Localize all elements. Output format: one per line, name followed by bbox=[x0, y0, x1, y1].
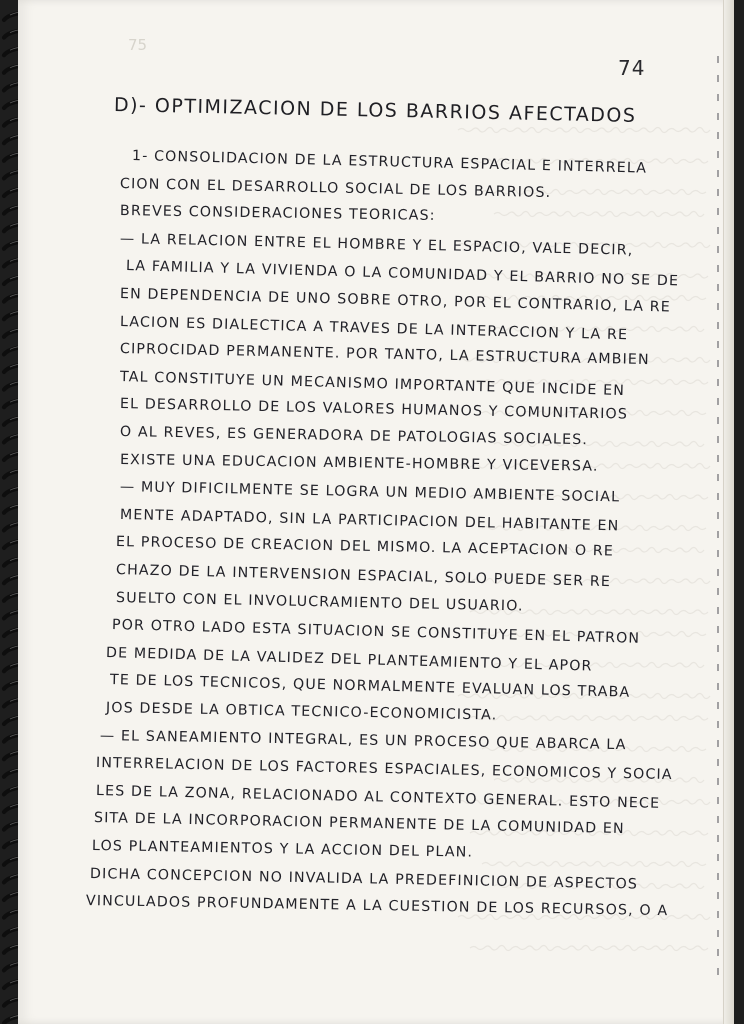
text-line: CHAZO DE LA INTERVENSION ESPACIAL, SOLO PUEDE SER RE bbox=[115, 562, 612, 591]
text-line: — EL SANEAMIENTO INTEGRAL, ES UN PROCESO QUE ABARCA LA bbox=[99, 727, 627, 753]
text-line: DICHA CONCEPCION NO INVALIDA LA PREDEFINICION DE ASPECTOS bbox=[89, 865, 639, 893]
text-line: — MUY DIFICILMENTE SE LOGRA UN MEDIO AMBIENTE SOCIAL bbox=[119, 479, 621, 506]
notebook-page bbox=[18, 0, 734, 1024]
page-number: 74 bbox=[618, 56, 646, 80]
section-title: D)- OPTIMIZACION DE LOS BARRIOS AFECTADOS bbox=[113, 94, 637, 127]
text-line: SUELTO CON EL INVOLUCRAMIENTO DEL USUARIO. bbox=[115, 589, 524, 615]
text-line: DE MEDIDA DE LA VALIDEZ DEL PLANTEAMIENTO Y EL APOR bbox=[105, 644, 593, 675]
text-line: EXISTE UNA EDUCACION AMBIENTE-HOMBRE Y VICEVERSA. bbox=[119, 451, 599, 475]
text-line: EN DEPENDENCIA DE UNO SOBRE OTRO, POR EL CONTRARIO, LA RE bbox=[119, 286, 671, 316]
handwritten-body bbox=[85, 0, 720, 1024]
text-line: — LA RELACION ENTRE EL HOMBRE Y EL ESPACIO, VALE DECIR, bbox=[119, 230, 634, 259]
text-line: O AL REVES, ES GENERADORA DE PATOLOGIAS SOCIALES. bbox=[119, 424, 589, 449]
text-line: LOS PLANTEAMIENTOS Y LA ACCION DEL PLAN. bbox=[91, 838, 474, 861]
text-line: CION CON EL DESARROLLO SOCIAL DE LOS BARRIOS. bbox=[119, 175, 552, 201]
text-line: TE DE LOS TECNICOS, QUE NORMALMENTE EVALUAN LOS TRABA bbox=[109, 672, 631, 702]
text-line: TAL CONSTITUYE UN MECANISMO IMPORTANTE QUE INCIDE EN bbox=[119, 368, 626, 399]
text-line: 1- CONSOLIDACION DE LA ESTRUCTURA ESPACIAL E INTERRELA bbox=[131, 148, 648, 177]
text-line: CIPROCIDAD PERMANENTE. POR TANTO, LA ESTRUCTURA AMBIEN bbox=[119, 341, 650, 369]
text-line: BREVES CONSIDERACIONES TEORICAS: bbox=[119, 203, 436, 225]
page-edge bbox=[723, 0, 734, 1024]
text-line: EL PROCESO DE CREACION DEL MISMO. LA ACEPTACION O RE bbox=[115, 534, 615, 560]
text-line: EL DESARROLLO DE LOS VALORES HUMANOS Y COMUNITARIOS bbox=[119, 396, 629, 424]
text-line: SITA DE LA INCORPORACION PERMANENTE DE LA COMUNIDAD EN bbox=[93, 810, 625, 838]
text-line: VINCULADOS PROFUNDAMENTE A LA CUESTION DE LOS RECURSOS, O A bbox=[85, 893, 669, 920]
text-line: POR OTRO LADO ESTA SITUACION SE CONSTITUYE EN EL PATRON bbox=[111, 617, 641, 648]
text-line: JOS DESDE LA OBTICA TECNICO-ECONOMICISTA. bbox=[105, 700, 498, 724]
text-line: MENTE ADAPTADO, SIN LA PARTICIPACION DEL HABITANTE EN bbox=[119, 506, 620, 535]
ghost-page-number: 75 bbox=[128, 36, 148, 54]
text-line: LA FAMILIA Y LA VIVIENDA O LA COMUNIDAD Y EL BARRIO NO SE DE bbox=[125, 258, 680, 290]
text-line: LES DE LA ZONA, RELACIONADO AL CONTEXTO GENERAL. ESTO NECE bbox=[95, 782, 661, 812]
text-line: LACION ES DIALECTICA A TRAVES DE LA INTERACCION Y LA RE bbox=[119, 313, 629, 343]
text-line: INTERRELACION DE LOS FACTORES ESPACIALES, ECONOMICOS Y SOCIA bbox=[95, 755, 673, 784]
